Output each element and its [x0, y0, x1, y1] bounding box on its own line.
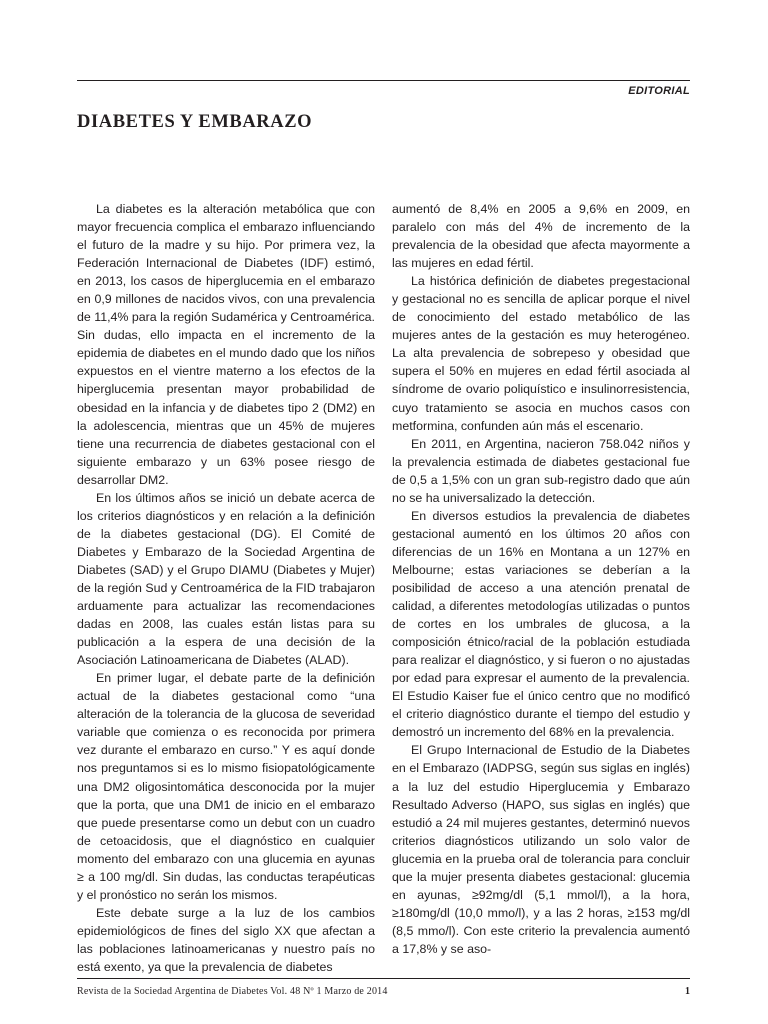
paragraph: La diabetes es la alteración metabólica que con mayor frecuencia complica el embarazo influenciando el futuro de la madre y su hijo. Por primera vez, la Federación Internacional de Diabetes (IDF) estimó, en 2013, los casos de hiperglucemia en el embarazo en 0,9 millones de nacidos vivos, con una prevalencia de 11,4% para la región Sudamérica y Centroamérica. Sin dudas, ello impacta en el incremento de la epidemia de diabetes en el mundo dado que los niños expuestos en el vientre materno a los efectos de la hiperglucemia presentan mayor probabilidad de obesidad en la infancia y de diabetes tipo 2 (DM2) en la adolescencia, mientras que un 45% de mujeres tiene una recurrencia de diabetes gestacional con el siguiente embarazo y un 63% posee riesgo de desarrollar DM2. — [77, 202, 375, 487]
paragraph: En 2011, en Argentina, nacieron 758.042 niños y la prevalencia estimada de diabetes gestacional fue de 0,5 a 1,5% con un gran sub-registro dado que aún no se ha universalizado la detección. — [392, 436, 690, 505]
section-label: EDITORIAL — [628, 85, 690, 97]
footer-rule — [77, 978, 690, 979]
right-column — [392, 200, 690, 958]
paragraph: aumentó de 8,4% en 2005 a 9,6% en 2009, en paralelo con más del 4% de incremento de la prevalencia de la obesidad que afecta mayormente a las mujeres en edad fértil. — [392, 202, 690, 271]
paragraph: Este debate surge a la luz de los cambios epidemiológicos de fines del siglo XX que afectan a las poblaciones latinoamericanas y nuestro país no está exento, ya que la prevalencia de diabetes — [77, 905, 375, 974]
header-rule — [77, 80, 690, 81]
paragraph: En los últimos años se inició un debate acerca de los criterios diagnósticos y en relación a la definición de la diabetes gestacional (DG). El Comité de Diabetes y Embarazo de la Sociedad Argentina de Diabetes (SAD) y el Grupo DIAMU (Diabetes y Mujer) de la región Sud y Centroamérica de la FID trabajaron arduamente para actualizar las recomendaciones dadas en 2008, las cuales están listas para su publicación a la espera de una decisión de la Asociación Latinoamericana de Diabetes (ALAD). — [77, 490, 375, 668]
page-number: 1 — [685, 986, 690, 997]
left-column — [77, 200, 375, 976]
paragraph: En diversos estudios la prevalencia de diabetes gestacional aumentó en los últimos 20 años con diferencias de un 16% en Montana a un 127% en Melbourne; estas variaciones se deberían a la posibilidad de acceso a una atención prenatal de calidad, a diferentes metodologías utilizadas o puntos de cortes en los umbrales de glucosa, a la composición étnico/racial de la población estudiada para realizar el diagnóstico, y si fueron o no ajustadas por edad para expresar el aumento de la prevalencia. El Estudio Kaiser fue el único centro que no modificó el criterio diagnóstico durante el tiempo del estudio y demostró un incremento del 68% en la prevalencia. — [392, 508, 690, 740]
paragraph: La histórica definición de diabetes pregestacional y gestacional no es sencilla de aplicar porque el nivel de conocimiento del estado metabólico de las mujeres antes de la gestación es muy heterogéneo. La alta prevalencia de sobrepeso y obesidad que supera el 50% en mujeres en edad fértil asociada al síndrome de ovario poliquístico e insulinorresistencia, cuyo tratamiento se asocia en muchos casos con metformina, confunden aún más el escenario. — [392, 274, 690, 433]
paragraph: En primer lugar, el debate parte de la definición actual de la diabetes gestacional como “una alteración de la tolerancia de la glucosa de severidad variable que comienza o es reconocida por primera vez durante el embarazo en curso.” Y es aquí donde nos preguntamos si es lo mismo fisiopatológicamente una DM2 oligosintomática desconocida por la mujer que la porta, que una DM1 de inicio en el embarazo que puede presentarse como un debut con un cuadro de cetoacidosis, que el diagnóstico en cualquier momento del embarazo con una glucemia en ayunas ≥ a 100 mg/dl. Sin dudas, las conductas terapéuticas y el pronóstico no serán los mismos. — [77, 671, 375, 902]
article-title: DIABETES Y EMBARAZO — [77, 112, 313, 132]
paragraph: El Grupo Internacional de Estudio de la Diabetes en el Embarazo (IADPSG, según sus siglas en inglés) a la luz del estudio Hiperglucemia y Embarazo Resultado Adverso (HAPO, sus siglas en inglés) que estudió a 24 mil mujeres gestantes, determinó nuevos criterios diagnósticos utilizando un solo valor de glucemia en la prueba oral de tolerancia para concluir que la mujer presenta diabetes gestacional: glucemia en ayunas, ≥92mg/dl (5,1 mmol/l), a la hora, ≥180mg/dl (10,0 mmo/l), y a las 2 horas, ≥153 mg/dl (8,5 mmo/l). Con este criterio la prevalencia aumentó a 17,8% y se aso- — [392, 743, 690, 956]
journal-citation: Revista de la Sociedad Argentina de Diabetes Vol. 48 Nº 1 Marzo de 2014 — [77, 986, 388, 997]
